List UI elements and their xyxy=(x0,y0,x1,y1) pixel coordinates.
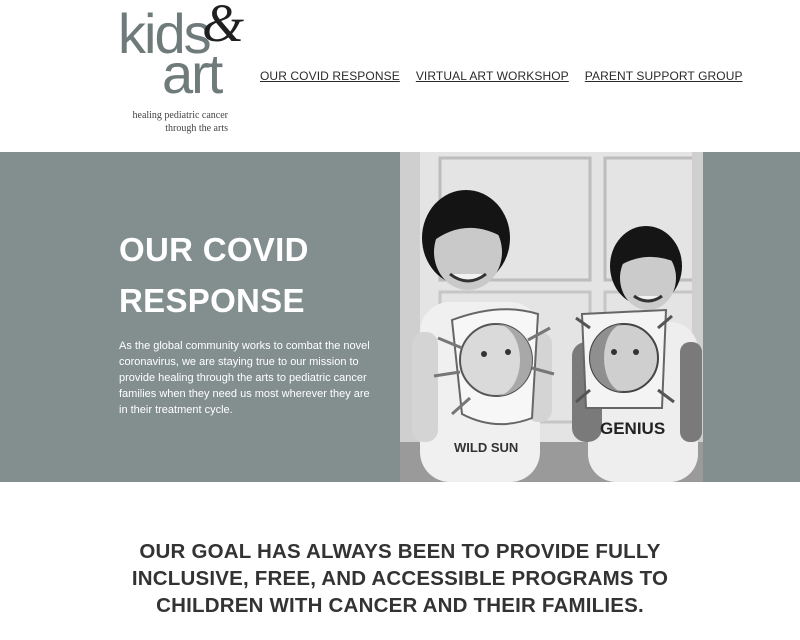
goal-heading-line1: OUR GOAL HAS ALWAYS BEEN TO PROVIDE FULLY xyxy=(139,540,661,563)
main-nav xyxy=(260,69,743,83)
right-sun-moon-drawing xyxy=(576,310,674,408)
logo-ampersand: & xyxy=(202,0,245,53)
logo-word-kids: kids xyxy=(118,2,210,65)
hero-photo-two-kids-with-art xyxy=(400,152,703,482)
hero-title-line2: RESPONSE xyxy=(119,282,305,319)
nav-link-covid-response[interactable]: OUR COVID RESPONSE xyxy=(260,69,400,83)
kids-and-art-logo[interactable] xyxy=(118,0,268,136)
goal-heading-line2: INCLUSIVE, FREE, AND ACCESSIBLE PROGRAMS TO xyxy=(131,567,669,590)
logo-word-art: art xyxy=(162,42,222,105)
logo-tagline-line1: healing pediatric cancer xyxy=(132,110,228,121)
hero-body-text: As the global community works to combat the novel coronavirus, we are staying true to our mission to provide healing through the arts to pediatric cancer families when they need us most wherever they are in their treatment cycle. xyxy=(119,340,370,416)
nav-link-virtual-art-workshop[interactable]: VIRTUAL ART WORKSHOP xyxy=(415,69,569,83)
goal-heading xyxy=(110,538,690,619)
goal-section xyxy=(0,482,800,640)
logo-tagline-line2: through the arts xyxy=(165,123,228,134)
nav-link-parent-support-group[interactable]: PARENT SUPPORT GROUP xyxy=(584,69,743,83)
hero-title-line1: OUR COVID xyxy=(119,231,309,268)
left-shirt-text: WILD SUN xyxy=(454,440,519,455)
site-header xyxy=(0,0,800,152)
goal-heading-line3: CHILDREN WITH CANCER AND THEIR FAMILIES. xyxy=(156,594,644,617)
hero-text-block xyxy=(119,224,381,418)
right-shirt-text: GENIUS xyxy=(600,419,666,438)
hero-photo-illustration xyxy=(400,152,703,482)
hero-banner xyxy=(0,152,800,482)
hero-title xyxy=(119,224,381,326)
